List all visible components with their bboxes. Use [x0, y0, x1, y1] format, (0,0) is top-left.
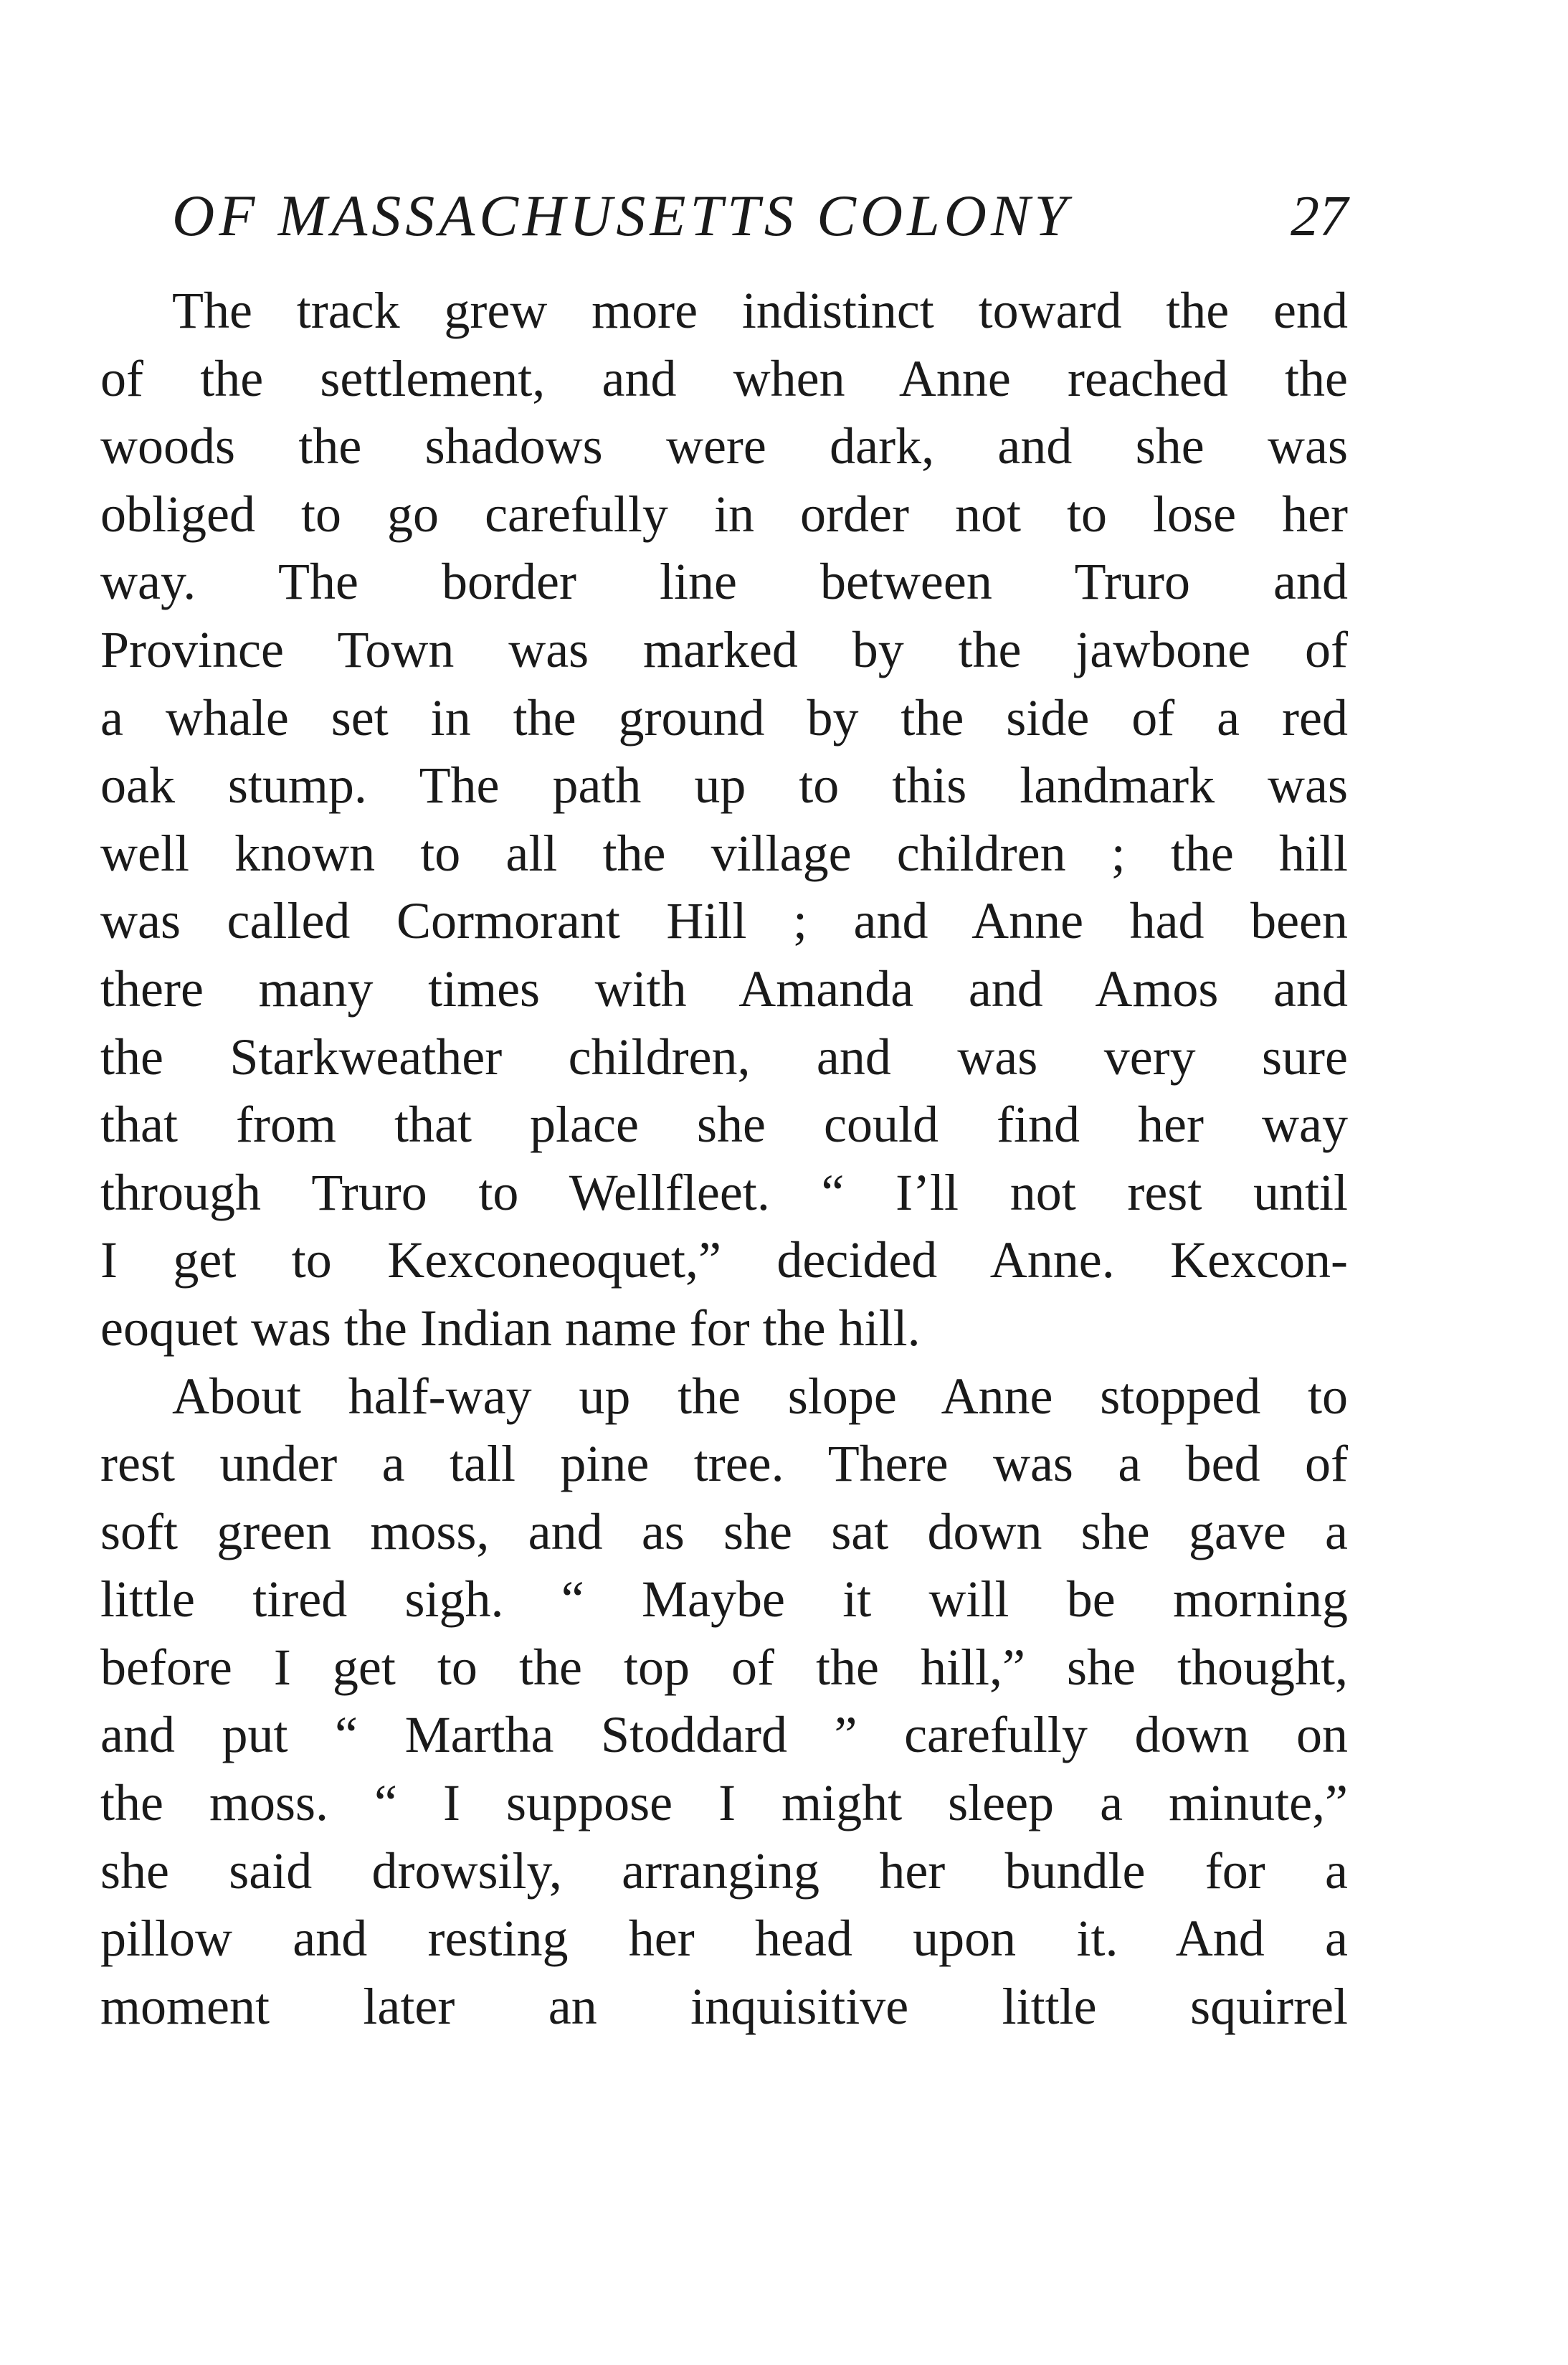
body-text — [100, 277, 1348, 2040]
text-line: moment later an inquisitive little squirrel — [100, 1977, 1348, 2035]
text-line: I get to Kexconeoquet,” decided Anne. Kexcon- — [100, 1231, 1348, 1289]
text-line: she said drowsily, arranging her bundle for a — [100, 1842, 1348, 1900]
text-line: soft green moss, and as she sat down she gave a — [100, 1502, 1348, 1560]
text-line: the moss. “ I suppose I might sleep a minute,” — [100, 1774, 1348, 1832]
text-line: well known to all the village children ; the hill — [100, 824, 1348, 882]
text-line: of the settlement, and when Anne reached the — [100, 349, 1348, 407]
text-line: that from that place she could find her way — [100, 1096, 1348, 1154]
text-line: the Starkweather children, and was very sure — [100, 1028, 1348, 1086]
text-line: The track grew more indistinct toward the end — [172, 282, 1348, 339]
text-line: way. The border line between Truro and — [100, 553, 1348, 611]
text-line: there many times with Amanda and Amos and — [100, 959, 1348, 1018]
running-title: OF MASSACHUSETTS COLONY — [172, 183, 1072, 248]
text-line: and put “ Martha Stoddard ” carefully down on — [100, 1706, 1348, 1764]
text-line: eoquet was the Indian name for the hill. — [100, 1299, 921, 1357]
text-line: pillow and resting her head upon it. And a — [100, 1910, 1348, 1968]
text-line: little tired sigh. “ Maybe it will be morning — [100, 1570, 1348, 1629]
text-line: woods the shadows were dark, and she was — [100, 417, 1348, 475]
text-line: oak stump. The path up to this landmark was — [100, 757, 1348, 815]
text-line: before I get to the top of the hill,” she thought, — [100, 1638, 1348, 1696]
text-line: obliged to go carefully in order not to lose her — [100, 485, 1348, 543]
text-line: About half-way up the slope Anne stopped to — [172, 1367, 1348, 1425]
text-line: Province Town was marked by the jawbone of — [100, 620, 1348, 678]
running-head — [172, 176, 1348, 255]
text-line: through Truro to Wellfleet. “ I’ll not rest until — [100, 1163, 1348, 1221]
text-line: rest under a tall pine tree. There was a bed of — [100, 1435, 1348, 1493]
page-number: 27 — [1291, 185, 1348, 248]
text-line: was called Cormorant Hill ; and Anne had been — [100, 892, 1348, 950]
text-line: a whale set in the ground by the side of a red — [100, 688, 1348, 747]
